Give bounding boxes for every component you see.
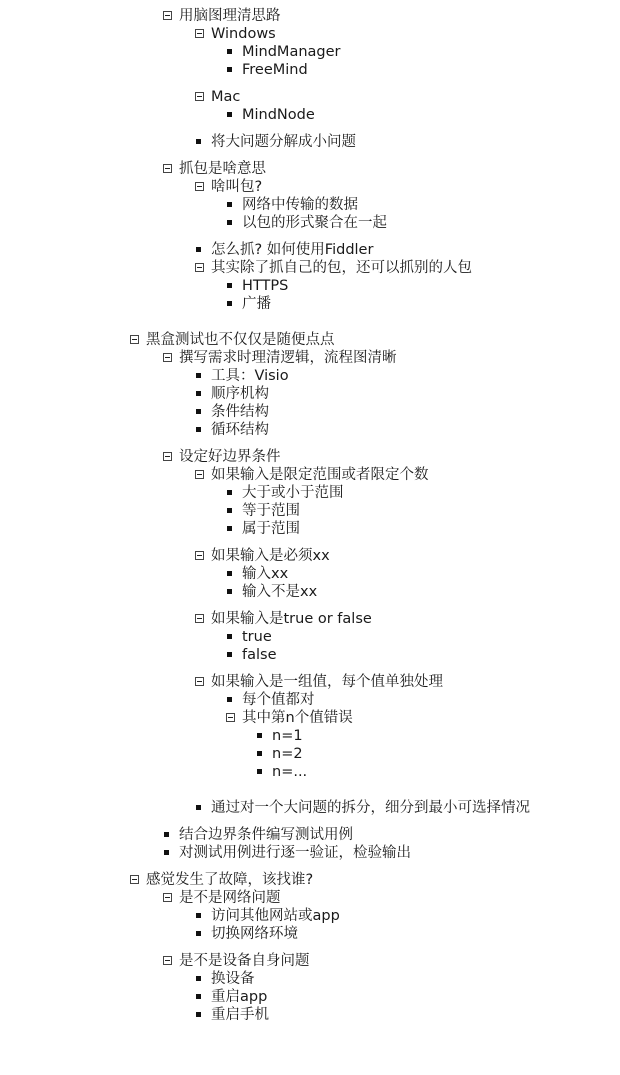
square-bullet-icon xyxy=(224,105,238,125)
outline-label: 顺序机构 xyxy=(211,386,269,402)
square-bullet-icon xyxy=(224,645,238,665)
outline-label: 重启app xyxy=(211,989,268,1005)
collapse-toggle-icon[interactable] xyxy=(193,24,207,44)
collapse-toggle-icon[interactable] xyxy=(161,348,175,368)
outline-label: 条件结构 xyxy=(211,404,269,420)
square-bullet-icon xyxy=(254,744,268,764)
square-bullet-icon xyxy=(224,213,238,233)
square-bullet-icon xyxy=(193,906,207,926)
square-bullet-icon xyxy=(193,924,207,944)
collapse-toggle-icon[interactable] xyxy=(193,465,207,485)
square-bullet-icon xyxy=(161,843,175,863)
outline-label: 输入不是xx xyxy=(242,584,318,600)
square-bullet-icon xyxy=(224,483,238,503)
collapse-toggle-icon[interactable] xyxy=(224,708,238,728)
outline-label: HTTPS xyxy=(242,278,289,294)
collapse-toggle-icon[interactable] xyxy=(193,177,207,197)
outline-label: 如果输入是true or false xyxy=(211,611,372,627)
square-bullet-icon xyxy=(193,366,207,386)
square-bullet-icon xyxy=(224,276,238,296)
square-bullet-icon xyxy=(193,420,207,440)
outline-label: 等于范围 xyxy=(242,503,300,519)
square-bullet-icon xyxy=(224,690,238,710)
outline-label: n=2 xyxy=(272,746,303,762)
square-bullet-icon xyxy=(193,987,207,1007)
outline-label: MindNode xyxy=(242,107,315,123)
outline-label: Windows xyxy=(211,26,276,42)
outline-label: 其实除了抓自己的包，还可以抓别的人包 xyxy=(211,260,472,276)
outline-label: 感觉发生了故障，该找谁? xyxy=(146,872,314,888)
square-bullet-icon xyxy=(224,195,238,215)
outline-label: true xyxy=(242,629,272,645)
outline-label: MindManager xyxy=(242,44,341,60)
collapse-toggle-icon[interactable] xyxy=(161,951,175,971)
outline-label: 是不是设备自身问题 xyxy=(179,953,310,969)
square-bullet-icon xyxy=(193,402,207,422)
collapse-toggle-icon[interactable] xyxy=(161,447,175,467)
square-bullet-icon xyxy=(193,240,207,260)
outline-label: 撰写需求时理清逻辑，流程图清晰 xyxy=(179,350,397,366)
square-bullet-icon xyxy=(193,798,207,818)
outline-label: 如果输入是限定范围或者限定个数 xyxy=(211,467,429,483)
outline-label: 设定好边界条件 xyxy=(179,449,281,465)
outline-label: 用脑图理清思路 xyxy=(179,8,281,24)
outline-label: 网络中传输的数据 xyxy=(242,197,358,213)
collapse-toggle-icon[interactable] xyxy=(161,6,175,26)
outline-label: 以包的形式聚合在一起 xyxy=(242,215,387,231)
outline-label: 切换网络环境 xyxy=(211,926,298,942)
outline-label: 啥叫包? xyxy=(211,179,263,195)
square-bullet-icon xyxy=(193,132,207,152)
outline-label: 黑盒测试也不仅仅是随便点点 xyxy=(146,332,335,348)
square-bullet-icon xyxy=(224,519,238,539)
outline-label: 对测试用例进行逐一验证，检验输出 xyxy=(179,845,411,861)
collapse-toggle-icon[interactable] xyxy=(193,546,207,566)
square-bullet-icon xyxy=(254,726,268,746)
square-bullet-icon xyxy=(224,42,238,62)
outline-label: 结合边界条件编写测试用例 xyxy=(179,827,353,843)
outline-label: 怎么抓? 如何使用Fiddler xyxy=(211,242,374,258)
square-bullet-icon xyxy=(224,501,238,521)
outline-label: 通过对一个大问题的拆分，细分到最小可选择情况 xyxy=(211,800,530,816)
outline-label: 输入xx xyxy=(242,566,289,582)
collapse-toggle-icon[interactable] xyxy=(193,258,207,278)
square-bullet-icon xyxy=(193,969,207,989)
collapse-toggle-icon[interactable] xyxy=(193,87,207,107)
outline-label: 每个值都对 xyxy=(242,692,315,708)
outline-label: 是不是网络问题 xyxy=(179,890,281,906)
outline-label: 属于范围 xyxy=(242,521,300,537)
outline-label: 工具：Visio xyxy=(211,368,289,384)
outline-label: FreeMind xyxy=(242,62,308,78)
outline-label: 换设备 xyxy=(211,971,255,987)
square-bullet-icon xyxy=(193,1005,207,1025)
collapse-toggle-icon[interactable] xyxy=(193,609,207,629)
outline-label: 如果输入是一组值，每个值单独处理 xyxy=(211,674,443,690)
outline-label: n=1 xyxy=(272,728,303,744)
outline-label: 抓包是啥意思 xyxy=(179,161,266,177)
collapse-toggle-icon[interactable] xyxy=(128,870,142,890)
square-bullet-icon xyxy=(193,384,207,404)
square-bullet-icon xyxy=(254,762,268,782)
outline-label: 如果输入是必须xx xyxy=(211,548,330,564)
collapse-toggle-icon[interactable] xyxy=(161,888,175,908)
square-bullet-icon xyxy=(224,582,238,602)
outline-label: n=... xyxy=(272,764,308,780)
collapse-toggle-icon[interactable] xyxy=(128,330,142,350)
outline-label: 将大问题分解成小问题 xyxy=(211,134,356,150)
outline-label: 大于或小于范围 xyxy=(242,485,344,501)
outline-label: 重启手机 xyxy=(211,1007,269,1023)
outline-label: false xyxy=(242,647,277,663)
square-bullet-icon xyxy=(224,294,238,314)
outline-label: Mac xyxy=(211,89,241,105)
outline-label: 循环结构 xyxy=(211,422,269,438)
square-bullet-icon xyxy=(161,825,175,845)
square-bullet-icon xyxy=(224,60,238,80)
outline-label: 其中第n个值错误 xyxy=(242,710,353,726)
collapse-toggle-icon[interactable] xyxy=(193,672,207,692)
outline-label: 访问其他网站或app xyxy=(211,908,340,924)
outline-label: 广播 xyxy=(242,296,271,312)
collapse-toggle-icon[interactable] xyxy=(161,159,175,179)
square-bullet-icon xyxy=(224,564,238,584)
square-bullet-icon xyxy=(224,627,238,647)
